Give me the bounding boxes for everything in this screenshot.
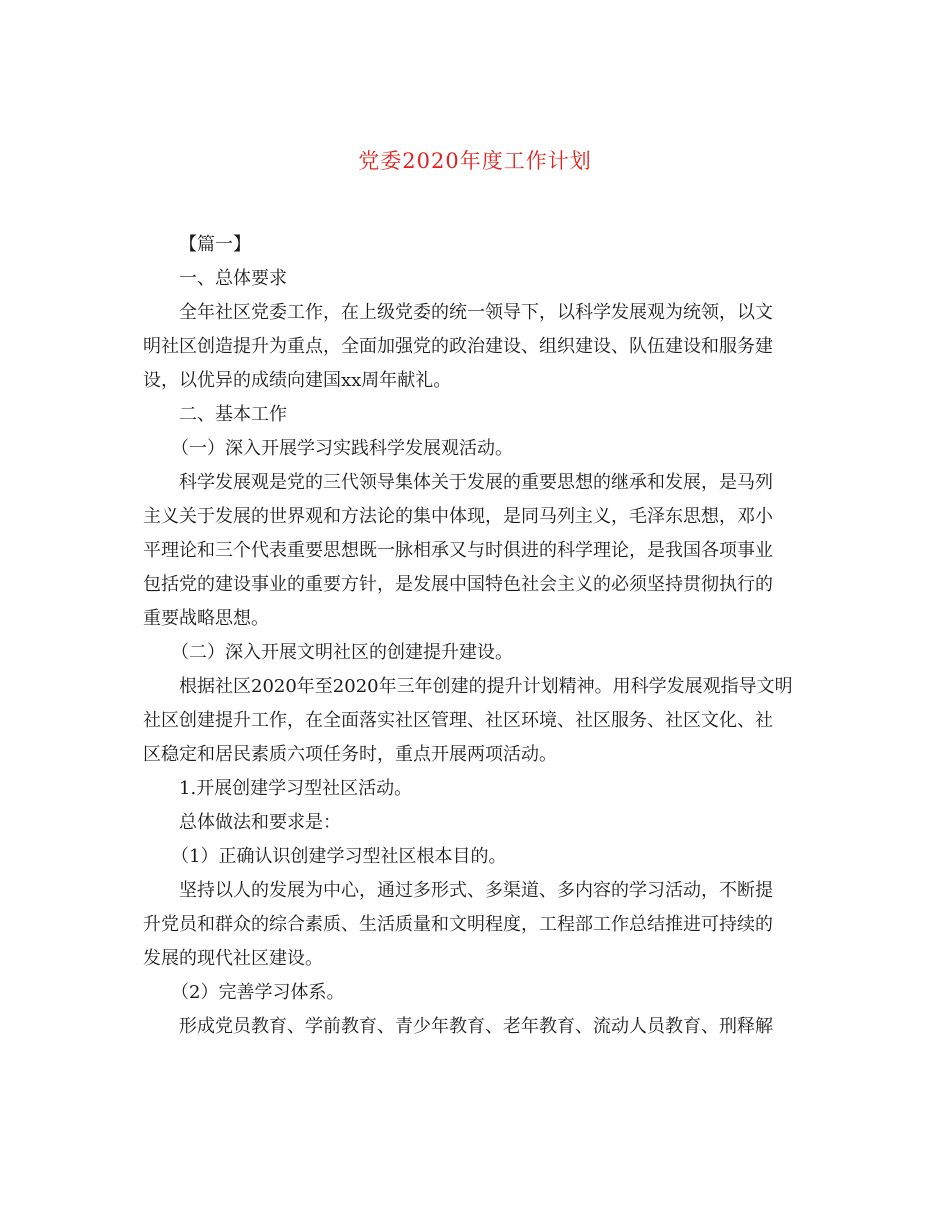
paragraph-line: 社区创建提升工作，在全面落实社区管理、社区环境、社区服务、社区文化、社	[143, 710, 773, 731]
paragraph-line: 坚持以人的发展为中心，通过多形式、多渠道、多内容的学习活动，不断提	[179, 880, 773, 901]
document-body	[143, 228, 808, 1044]
paragraph-line: 科学发展观是党的三代领导集体关于发展的重要思想的继承和发展，是马列	[179, 472, 773, 493]
document-title: 党委2020年度工作计划	[358, 149, 592, 173]
paragraph-line: 总体做法和要求是：	[179, 812, 341, 833]
paragraph-line: 形成党员教育、学前教育、青少年教育、老年教育、流动人员教育、刑释解	[179, 1016, 773, 1037]
paragraph-line: 主义关于发展的世界观和方法论的集中体现，是同马列主义，毛泽东思想，邓小	[143, 506, 773, 527]
paragraph-line: 升党员和群众的综合素质、生活质量和文明程度，工程部工作总结推进可持续的	[143, 914, 773, 935]
paragraph-line: 根据社区2020年至2020年三年创建的提升计划精神。用科学发展观指导文明	[179, 676, 793, 697]
heading-line: 1.开展创建学习型社区活动。	[179, 778, 413, 799]
paragraph-line: 设，以优异的成绩向建国xx周年献礼。	[143, 370, 452, 391]
heading-line: 二、基本工作	[179, 404, 287, 425]
paragraph-line: 全年社区党委工作，在上级党委的统一领导下，以科学发展观为统领，以文	[179, 302, 773, 323]
paragraph-line: 平理论和三个代表重要思想既一脉相承又与时俱进的科学理论，是我国各项事业	[143, 540, 773, 561]
paragraph-line: 明社区创造提升为重点，全面加强党的政治建设、组织建设、队伍建设和服务建	[143, 336, 773, 357]
paragraph-line: 区稳定和居民素质六项任务时，重点开展两项活动。	[143, 744, 557, 765]
paragraph-line: 包括党的建设事业的重要方针，是发展中国特色社会主义的必须坚持贯彻执行的	[143, 574, 773, 595]
paragraph-line: 重要战略思想。	[143, 608, 269, 629]
heading-line: 一、总体要求	[179, 268, 287, 289]
subheading-line: （2）完善学习体系。	[171, 982, 345, 1003]
section-heading: 【篇一】	[179, 234, 251, 255]
subheading-line: （1）正确认识创建学习型社区根本目的。	[171, 846, 507, 867]
subheading-line: （一）深入开展学习实践科学发展观活动。	[171, 438, 513, 459]
paragraph-line: 发展的现代社区建设。	[143, 948, 323, 969]
subheading-line: （二）深入开展文明社区的创建提升建设。	[171, 642, 513, 663]
